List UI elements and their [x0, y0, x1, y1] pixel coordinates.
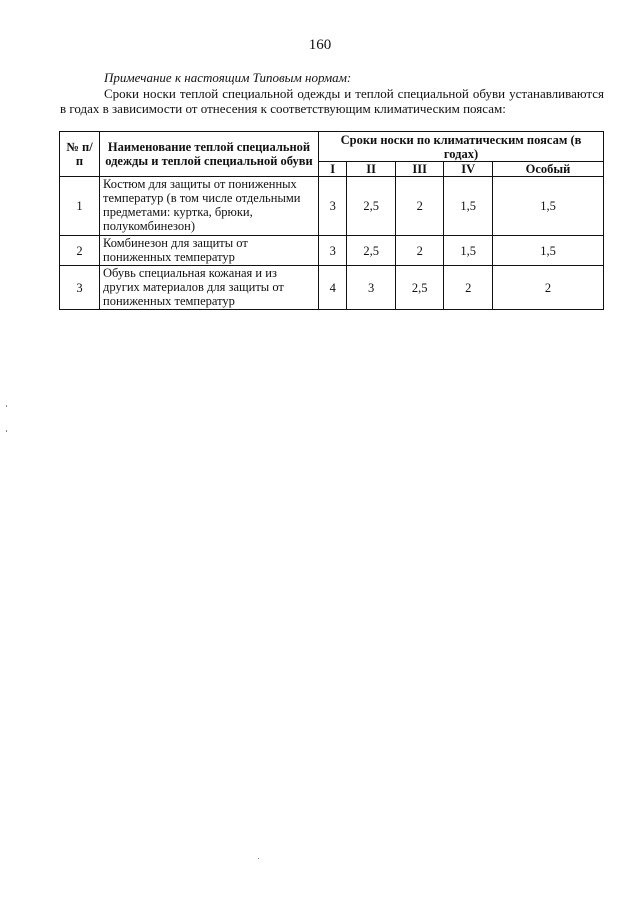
header-zone-2: II [347, 162, 396, 177]
scan-speck [258, 858, 259, 859]
header-num: № п/п [60, 132, 100, 177]
header-zone-special: Особый [493, 162, 604, 177]
row-name: Обувь специальная кожаная и из других материалов для защиты от пониженных температур [100, 266, 319, 310]
row-name: Костюм для защиты от пониженных температур (в том числе отдельными предметами: куртка, брюки, полукомбинезон) [100, 177, 319, 236]
row-value-zone-special: 2 [493, 266, 604, 310]
header-zone-group: Сроки носки по климатическим поясам (в годах) [319, 132, 604, 162]
row-value-zone-4: 2 [444, 266, 493, 310]
row-value-zone-2: 2,5 [347, 177, 396, 236]
row-value-zone-3: 2 [395, 177, 444, 236]
header-zone-4: IV [444, 162, 493, 177]
row-name: Комбинезон для защиты от пониженных температур [100, 236, 319, 266]
row-value-zone-1: 3 [319, 236, 347, 266]
page-number: 160 [308, 37, 332, 53]
row-num: 2 [60, 236, 100, 266]
row-value-zone-3: 2,5 [395, 266, 444, 310]
row-value-zone-4: 1,5 [444, 177, 493, 236]
header-zone-1: I [319, 162, 347, 177]
wear-period-table [59, 131, 604, 310]
row-num: 3 [60, 266, 100, 310]
row-value-zone-special: 1,5 [493, 236, 604, 266]
header-zone-3: III [395, 162, 444, 177]
scan-speck [6, 405, 7, 407]
table-row [60, 236, 604, 266]
note-title: Примечание к настоящим Типовым нормам: [104, 70, 352, 85]
scan-speck [6, 430, 7, 432]
row-value-zone-4: 1,5 [444, 236, 493, 266]
table-row [60, 177, 604, 236]
row-value-zone-special: 1,5 [493, 177, 604, 236]
row-num: 1 [60, 177, 100, 236]
table-row [60, 266, 604, 310]
row-value-zone-3: 2 [395, 236, 444, 266]
note-body: Сроки носки теплой специальной одежды и теплой специальной обуви устанавливаются в годах в зависимости от отнесения к соответствующим климатическим поясам: [60, 86, 604, 116]
row-value-zone-2: 3 [347, 266, 396, 310]
row-value-zone-1: 4 [319, 266, 347, 310]
row-value-zone-1: 3 [319, 177, 347, 236]
row-value-zone-2: 2,5 [347, 236, 396, 266]
header-name: Наименование теплой специальной одежды и теплой специальной обуви [100, 132, 319, 177]
